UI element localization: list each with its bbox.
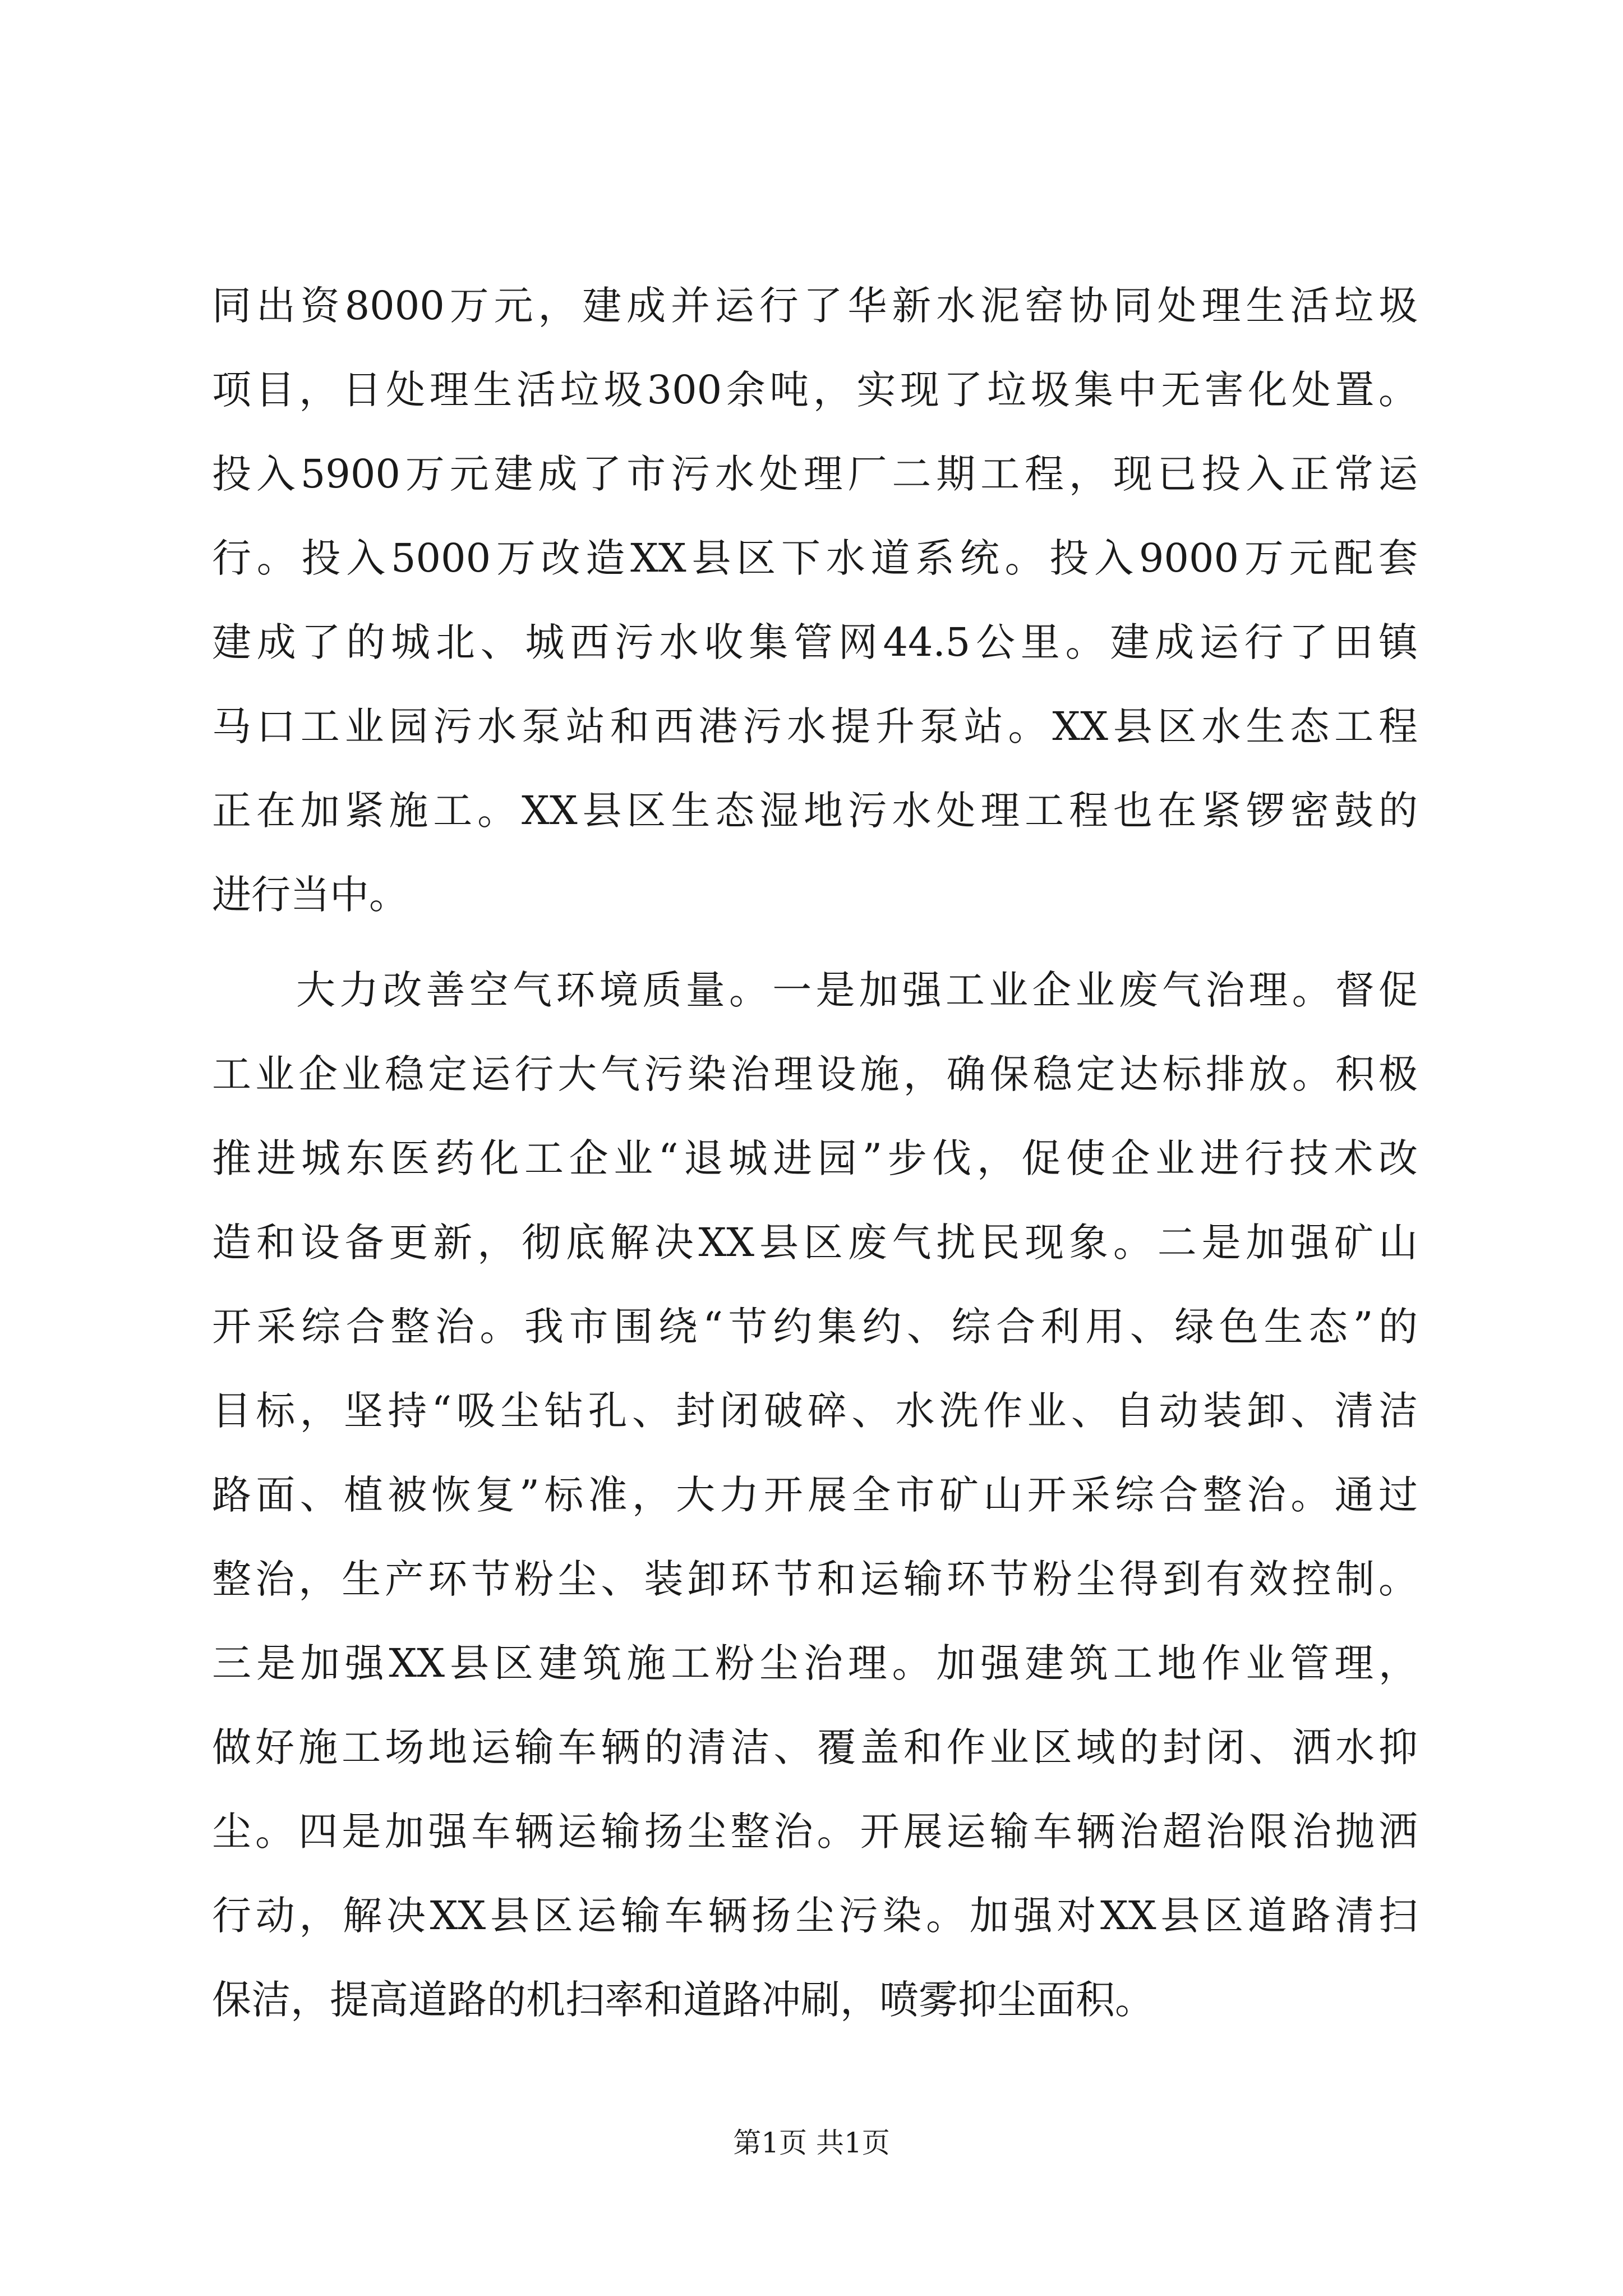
text-line: 马口工业园污水泵站和西港污水提升泵站。XX县区水生态工程 (212, 703, 1418, 749)
text-line: 行。投入5000万改造XX县区下水道系统。投入9000万元配套 (212, 535, 1418, 581)
text-line: 做好施工场地运输车辆的清洁、覆盖和作业区域的封闭、洒水抑 (212, 1724, 1418, 1770)
text-line: 三是加强XX县区建筑施工粉尘治理。加强建筑工地作业管理， (212, 1640, 1418, 1686)
text-line: 同出资8000万元，建成并运行了华新水泥窑协同处理生活垃圾 (212, 283, 1418, 329)
text-line: 整治，生产环节粉尘、装卸环节和运输环节粉尘得到有效控制。 (212, 1556, 1418, 1602)
text-line: 开采综合整治。我市围绕“节约集约、综合利用、绿色生态”的 (212, 1304, 1418, 1350)
paragraph-gap (212, 937, 1418, 948)
text-line: 工业企业稳定运行大气污染治理设施，确保稳定达标排放。积极 (212, 1051, 1418, 1097)
text-line: 建成了的城北、城西污水收集管网44.5公里。建成运行了田镇 (212, 619, 1418, 665)
text-line: 投入5900万元建成了市污水处理厂二期工程，现已投入正常运 (212, 451, 1418, 497)
text-line: 大力改善空气环境质量。一是加强工业企业废气治理。督促 (296, 967, 1418, 1013)
text-line: 行动，解决XX县区运输车辆扬尘污染。加强对XX县区道路清扫 (212, 1893, 1418, 1939)
document-body (212, 264, 1418, 2042)
paragraph-1 (212, 264, 1418, 937)
text-line: 造和设备更新，彻底解决XX县区废气扰民现象。二是加强矿山 (212, 1220, 1418, 1266)
text-line: 保洁，提高道路的机扫率和道路冲刷，喷雾抑尘面积。 (212, 1977, 1154, 2023)
text-line: 项目，日处理生活垃圾300余吨，实现了垃圾集中无害化处置。 (212, 367, 1418, 413)
text-line: 正在加紧施工。XX县区生态湿地污水处理工程也在紧锣密鼓的 (212, 788, 1418, 834)
paragraph-2 (212, 948, 1418, 2042)
page-footer: 第1页 共1页 (733, 2127, 890, 2159)
text-line: 路面、植被恢复”标准，大力开展全市矿山开采综合整治。通过 (212, 1472, 1418, 1518)
text-line: 进行当中。 (212, 872, 408, 918)
text-line: 尘。四是加强车辆运输扬尘整治。开展运输车辆治超治限治抛洒 (212, 1809, 1418, 1855)
text-line: 目标，坚持“吸尘钻孔、封闭破碎、水洗作业、自动装卸、清洁 (212, 1388, 1418, 1434)
text-line: 推进城东医药化工企业“退城进园”步伐，促使企业进行技术改 (212, 1135, 1418, 1181)
